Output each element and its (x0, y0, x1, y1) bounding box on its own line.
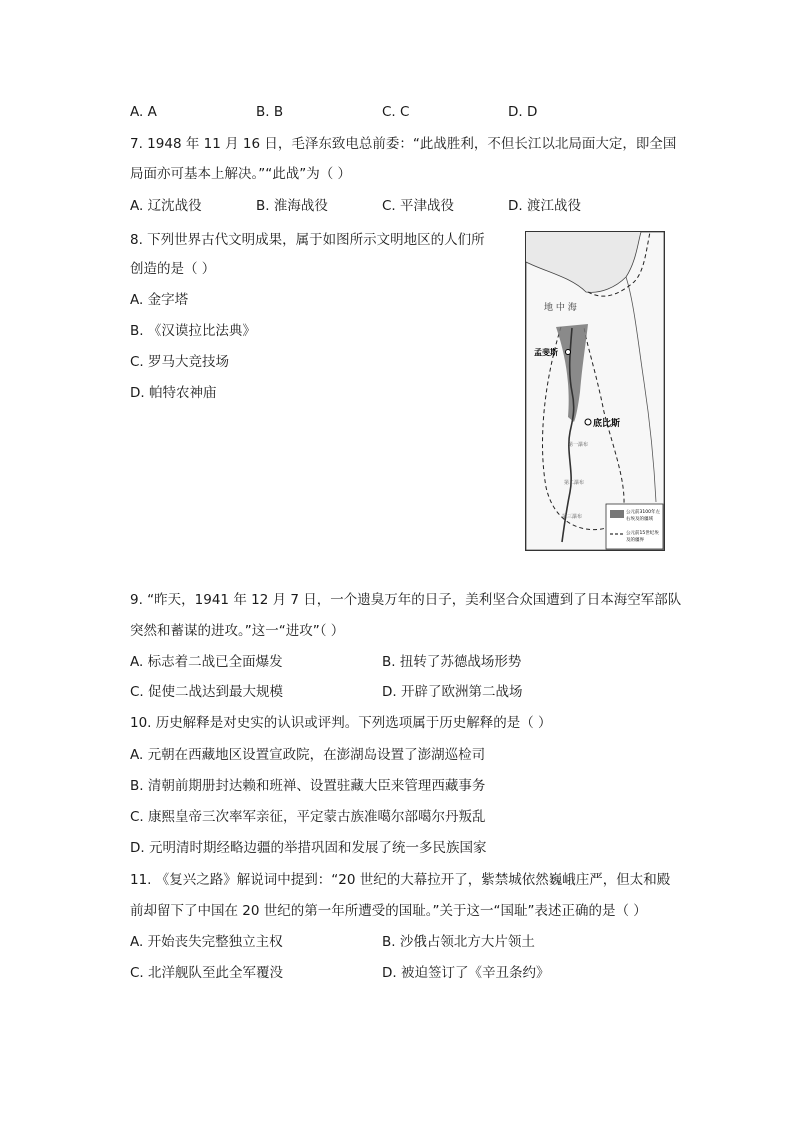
egypt-map (525, 231, 665, 551)
q11-option-b: B. 沙俄占领北方大片领土 (382, 934, 535, 950)
q9-stem-line1: 9. “昨天，1941 年 12 月 7 日，一个遗臭万年的日子，美利坚合众国遭到了日本海空军部队 (130, 592, 682, 608)
map-legend-text1b: 右埃及的疆域 (626, 517, 653, 522)
q9-option-b: B. 扭转了苏德战场形势 (382, 654, 522, 670)
map-label-cataract3: 第三瀑布 (562, 514, 583, 520)
q8-option-d: D. 帕特农神庙 (130, 385, 217, 401)
q10-option-c: C. 康熙皇帝三次率军亲征，平定蒙古族准噶尔部噶尔丹叛乱 (130, 809, 486, 825)
q8-stem-line1: 8. 下列世界古代文明成果，属于如图所示文明地区的人们所 (130, 232, 485, 248)
q7-option-b: B. 淮海战役 (256, 198, 328, 214)
q10-option-a: A. 元朝在西藏地区设置宣政院，在澎湖岛设置了澎湖巡检司 (130, 747, 486, 763)
egypt-map-svg (526, 232, 664, 550)
q8-option-b: B. 《汉谟拉比法典》 (130, 323, 256, 339)
q8-option-c: C. 罗马大竞技场 (130, 354, 230, 370)
q9-option-a: A. 标志着二战已全面爆发 (130, 654, 283, 670)
q7-stem-line1: 7. 1948 年 11 月 16 日，毛泽东致电总前委：“此战胜利，不但长江以北局面大定，即全国 (130, 136, 677, 152)
q11-option-a: A. 开始丧失完整独立主权 (130, 934, 283, 950)
map-city2-marker (585, 419, 591, 425)
q6-option-b: B. B (256, 104, 284, 120)
q8-stem-line2: 创造的是（ ） (130, 261, 216, 277)
map-legend-text2a: 公元前15世纪埃 (626, 531, 659, 536)
map-city1-marker (566, 350, 571, 355)
q9-option-d: D. 开辟了欧洲第二战场 (382, 684, 523, 700)
map-legend-text2b: 及的疆界 (626, 538, 644, 543)
q11-option-d: D. 被迫签订了《辛丑条约》 (382, 965, 550, 981)
q7-stem-line2: 局面亦可基本上解决。”“此战”为（ ） (130, 166, 352, 182)
q11-option-c: C. 北洋舰队至此全军覆没 (130, 965, 284, 981)
q7-option-a: A. 辽沈战役 (130, 198, 202, 214)
q6-option-d: D. D (508, 104, 538, 120)
q10-stem: 10. 历史解释是对史实的认识或评判。下列选项属于历史解释的是（ ） (130, 715, 552, 731)
map-label-city2: 底比斯 (593, 419, 621, 429)
map-legend-text1a: 公元前3100年左 (626, 510, 660, 515)
q8-option-a: A. 金字塔 (130, 292, 189, 308)
q10-option-b: B. 清朝前期册封达赖和班禅、设置驻藏大臣来管理西藏事务 (130, 778, 486, 794)
map-label-sea: 地 中 海 (544, 303, 577, 313)
q7-option-d: D. 渡江战役 (508, 198, 581, 214)
q6-option-a: A. A (130, 104, 157, 120)
q9-stem-line2: 突然和蓄谋的进攻。”这一“进攻”（ ） (130, 623, 345, 639)
q10-option-d: D. 元明清时期经略边疆的举措巩固和发展了统一多民族国家 (130, 840, 487, 856)
map-label-cataract1: 第一瀑布 (568, 442, 589, 448)
q11-stem-line2: 前却留下了中国在 20 世纪的第一年所遭受的国耻。”关于这一“国耻”表述正确的是（ ） (130, 903, 647, 919)
map-label-cataract2: 第二瀑布 (564, 480, 585, 486)
map-legend-swatch-3100bc (610, 510, 624, 518)
q7-option-c: C. 平津战役 (382, 198, 455, 214)
q9-option-c: C. 促使二战达到最大规模 (130, 684, 284, 700)
map-label-city1: 孟斐斯 (534, 348, 558, 357)
q6-option-c: C. C (382, 104, 410, 120)
q11-stem-line1: 11. 《复兴之路》解说词中提到：“20 世纪的大幕拉开了，紫禁城依然巍峨庄严，但太和殿 (130, 872, 671, 888)
